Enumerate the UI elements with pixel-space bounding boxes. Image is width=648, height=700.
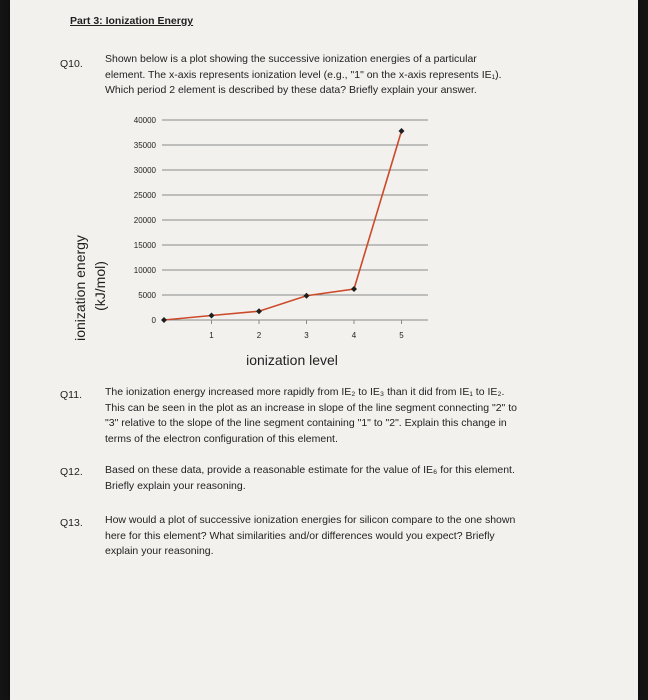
- q11-text: The ionization energy increased more rapidly from IE₂ to IE₃ than it did from IE₁ to IE₂. This can be seen in the plot as an increase in slope of the line segment connecting "2" to "3" relative to the slope of the line segment containing "1" to "2". Explain this change in terms of the electron configuration of this element.: [105, 386, 517, 445]
- q13-label: Q13.: [60, 517, 83, 529]
- y-tick-label: 40000: [133, 116, 156, 125]
- data-point-marker: [304, 293, 310, 299]
- x-axis-label: ionization level: [246, 352, 338, 368]
- x-tick-label: 2: [256, 331, 262, 340]
- section-heading: Part 3: Ionization Energy: [70, 15, 194, 27]
- y-tick-label: 25000: [133, 191, 156, 200]
- q12-text: Based on these data, provide a reasonable estimate for the value of IE₆ for this element. Briefly explain your reasoning.: [105, 464, 515, 492]
- y-tick-label: 0: [151, 316, 156, 325]
- ionization-energy-chart: [10, 108, 638, 378]
- y-tick-label: 10000: [133, 266, 156, 275]
- data-point-marker: [351, 286, 357, 292]
- x-tick-label: 3: [304, 331, 309, 340]
- y-tick-label: 15000: [133, 241, 156, 250]
- y-tick-label: 35000: [133, 141, 156, 150]
- x-tick-label: 1: [209, 331, 214, 340]
- data-point-marker: [399, 128, 405, 134]
- q10-text: Shown below is a plot showing the successive ionization energies of a particular element. The x-axis represents ionization level (e.g., "1" on the x-axis represents IE₁). Which period 2 element is described by these data? Briefly explain your answer.: [105, 53, 502, 96]
- q12-label: Q12.: [60, 466, 83, 478]
- data-point-marker: [256, 308, 262, 314]
- y-tick-label: 5000: [138, 291, 156, 300]
- data-point-marker: [161, 317, 167, 323]
- q13-text: How would a plot of successive ionization energies for silicon compare to the one shown here for this element? What similarities and/or differences would you expect? Briefly explain your reasoning.: [105, 514, 516, 557]
- x-tick-label: 4: [351, 331, 357, 340]
- worksheet-page: [10, 0, 638, 700]
- y-tick-label: 30000: [133, 166, 156, 175]
- x-tick-label: 5: [399, 331, 404, 340]
- data-point-marker: [209, 313, 215, 319]
- series-line: [164, 131, 402, 320]
- y-axis-label-line-2: (kJ/mol): [92, 261, 108, 311]
- y-axis-label-line-1: ionization energy: [72, 235, 88, 341]
- q10-label: Q10.: [60, 58, 83, 70]
- y-tick-label: 20000: [133, 216, 156, 225]
- q11-label: Q11.: [60, 389, 82, 401]
